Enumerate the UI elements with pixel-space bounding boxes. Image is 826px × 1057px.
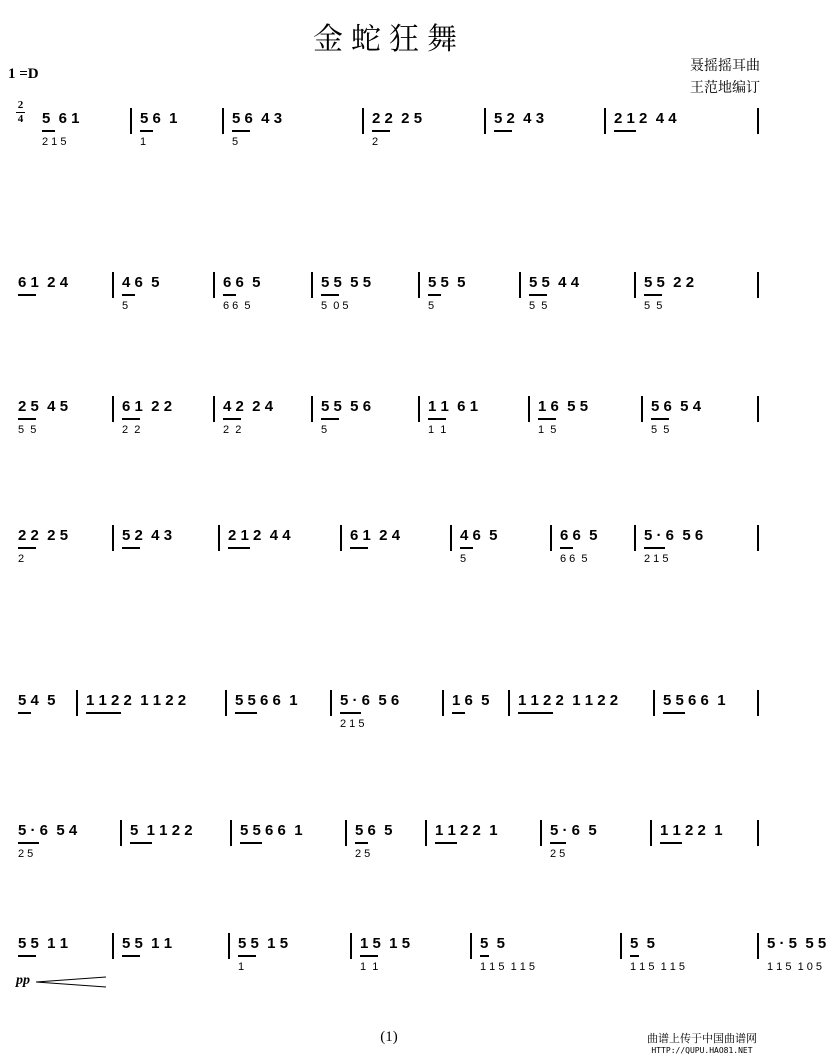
bass-notes: 1 1 [428, 424, 447, 436]
beam-line [18, 547, 36, 549]
watermark-url: HTTP://QUPU.HAO81.NET [651, 1046, 753, 1055]
beam-line [428, 418, 446, 420]
melody-notes: 5 5 1 1 [18, 935, 69, 952]
melody-notes: 5 · 6 5 [550, 822, 597, 839]
beam-line [122, 418, 140, 420]
barline [757, 396, 759, 422]
melody-notes: 1 6 5 5 [538, 398, 589, 415]
barline [653, 690, 655, 716]
melody-notes: 5 · 5 5 5 [767, 935, 826, 952]
beam-line [122, 955, 140, 957]
watermark-line: 曲谱上传于中国曲谱网 [647, 1032, 757, 1045]
barline [112, 272, 114, 298]
arranger-credit: 王范地编订 [690, 80, 760, 96]
beam-line [428, 294, 441, 296]
beam-line [18, 842, 39, 844]
beam-line [140, 130, 153, 132]
beam-line [235, 712, 257, 714]
melody-notes: 2 1 2 4 4 [228, 527, 291, 544]
barline [418, 272, 420, 298]
barline [218, 525, 220, 551]
beam-line [663, 712, 685, 714]
bass-notes: 2 2 [223, 424, 242, 436]
melody-notes: 5 5 1 1 [122, 935, 173, 952]
time-signature [16, 100, 25, 125]
bass-notes: 5 [321, 424, 328, 436]
melody-notes: 6 6 5 [560, 527, 598, 544]
beam-line [18, 955, 36, 957]
barline [508, 690, 510, 716]
bass-notes: 6 6 5 [560, 553, 588, 565]
barline [470, 933, 472, 959]
beam-line [223, 294, 236, 296]
melody-notes: 5 5 2 2 [644, 274, 695, 291]
crescendo-hairpin [36, 976, 116, 988]
beam-line [86, 712, 121, 714]
barline [757, 108, 759, 134]
melody-notes: 4 2 2 4 [223, 398, 274, 415]
beam-line [223, 418, 241, 420]
bass-notes: 1 5 [538, 424, 557, 436]
beam-line [321, 418, 339, 420]
melody-notes: 5 5 6 6 1 [240, 822, 303, 839]
melody-notes: 2 2 2 5 [18, 527, 69, 544]
barline [213, 272, 215, 298]
bass-notes: 1 [140, 136, 147, 148]
beam-line [42, 130, 55, 132]
bass-notes: 5 5 [651, 424, 670, 436]
melody-notes: 1 1 2 2 1 [435, 822, 498, 839]
melody-notes: 1 5 1 5 [360, 935, 411, 952]
barline [757, 525, 759, 551]
beam-line [435, 842, 457, 844]
beam-line [651, 418, 669, 420]
melody-notes: 1 1 6 1 [428, 398, 479, 415]
time-signature-top: 2 [17, 99, 24, 111]
barline [634, 272, 636, 298]
time-signature-bottom: 4 [17, 113, 24, 125]
melody-notes: 5 5 5 5 [321, 274, 372, 291]
barline [350, 933, 352, 959]
key-signature: 1 =D [8, 66, 39, 82]
melody-notes: 4 6 5 [460, 527, 498, 544]
melody-notes: 1 1 2 2 1 1 2 2 [86, 692, 187, 709]
beam-line [18, 294, 36, 296]
melody-notes: 5 6 1 [42, 110, 80, 127]
melody-notes: 1 1 2 2 1 [660, 822, 723, 839]
melody-notes: 1 6 5 [452, 692, 490, 709]
beam-line [480, 955, 489, 957]
beam-line [360, 955, 378, 957]
bass-notes: 1 1 [360, 961, 379, 973]
barline [362, 108, 364, 134]
barline [757, 933, 759, 959]
melody-notes: 5 5 6 6 1 [663, 692, 726, 709]
bass-notes: 2 [372, 136, 379, 148]
beam-line [538, 418, 556, 420]
page-number: (1) [380, 1029, 398, 1045]
melody-notes: 4 6 5 [122, 274, 160, 291]
melody-notes: 5 5 6 6 1 [235, 692, 298, 709]
melody-notes: 5 6 1 [140, 110, 178, 127]
melody-notes: 5 4 5 [18, 692, 56, 709]
barline [112, 933, 114, 959]
melody-notes: 5 5 5 [428, 274, 466, 291]
bass-notes: 2 2 [122, 424, 141, 436]
melody-notes: 6 6 5 [223, 274, 261, 291]
melody-notes: 1 1 2 2 1 1 2 2 [518, 692, 619, 709]
melody-notes: 6 1 2 2 [122, 398, 173, 415]
bass-notes: 1 [238, 961, 245, 973]
barline [604, 108, 606, 134]
barline [230, 820, 232, 846]
melody-notes: 5 · 6 5 6 [644, 527, 704, 544]
barline [76, 690, 78, 716]
barline [225, 690, 227, 716]
barline [112, 525, 114, 551]
bass-notes: 2 5 [355, 848, 371, 860]
bass-notes: 5 0 5 [321, 300, 349, 312]
beam-line [550, 842, 566, 844]
barline [528, 396, 530, 422]
barline [418, 396, 420, 422]
page-title: 金蛇狂舞 [313, 22, 465, 57]
barline [757, 690, 759, 716]
barline [311, 272, 313, 298]
composer-credit: 聂摇摇耳曲 [690, 58, 760, 74]
barline [213, 396, 215, 422]
melody-notes: 5 2 4 3 [122, 527, 173, 544]
bass-notes: 5 5 [644, 300, 663, 312]
bass-notes: 2 1 5 [42, 136, 67, 148]
beam-line [518, 712, 553, 714]
melody-notes: 5 6 5 4 [651, 398, 702, 415]
bass-notes: 2 5 [550, 848, 566, 860]
beam-line [238, 955, 256, 957]
beam-line [130, 842, 152, 844]
barline [112, 396, 114, 422]
barline [550, 525, 552, 551]
barline [311, 396, 313, 422]
melody-notes: 5 · 6 5 4 [18, 822, 78, 839]
bass-notes: 2 5 [18, 848, 34, 860]
bass-notes: 5 [232, 136, 239, 148]
barline [340, 525, 342, 551]
beam-line [18, 712, 31, 714]
beam-line [350, 547, 368, 549]
melody-notes: 5 6 4 3 [232, 110, 283, 127]
beam-line [630, 955, 639, 957]
barline [345, 820, 347, 846]
melody-notes: 5 1 1 2 2 [130, 822, 193, 839]
barline [450, 525, 452, 551]
barline [425, 820, 427, 846]
beam-line [122, 294, 135, 296]
beam-line [614, 130, 636, 132]
beam-line [355, 842, 368, 844]
barline [222, 108, 224, 134]
beam-line [529, 294, 547, 296]
barline [330, 690, 332, 716]
beam-line [494, 130, 512, 132]
melody-notes: 5 5 5 6 [321, 398, 372, 415]
bass-notes: 5 5 [529, 300, 548, 312]
bass-notes: 5 [460, 553, 467, 565]
beam-line [372, 130, 390, 132]
beam-line [240, 842, 262, 844]
barline [484, 108, 486, 134]
bass-notes: 5 [122, 300, 129, 312]
melody-notes: 5 2 4 3 [494, 110, 545, 127]
barline [228, 933, 230, 959]
barline [442, 690, 444, 716]
bass-notes: 2 [18, 553, 25, 565]
bass-notes: 2 1 5 [340, 718, 365, 730]
dynamic-marking: pp [16, 973, 30, 988]
bass-notes: 5 5 [18, 424, 37, 436]
beam-line [460, 547, 473, 549]
melody-notes: 5 · 6 5 6 [340, 692, 400, 709]
melody-notes: 6 1 2 4 [18, 274, 69, 291]
bass-notes: 2 1 5 [644, 553, 669, 565]
bass-notes: 6 6 5 [223, 300, 251, 312]
beam-line [452, 712, 465, 714]
watermark-footer [632, 1033, 772, 1057]
bass-notes: 1 1 5 1 1 5 [630, 961, 686, 973]
beam-line [644, 547, 665, 549]
bass-notes: 5 [428, 300, 435, 312]
melody-notes: 2 1 2 4 4 [614, 110, 677, 127]
beam-line [232, 130, 250, 132]
barline [620, 933, 622, 959]
melody-notes: 2 2 2 5 [372, 110, 423, 127]
beam-line [18, 418, 36, 420]
melody-notes: 2 5 4 5 [18, 398, 69, 415]
beam-line [560, 547, 573, 549]
melody-notes: 5 5 [630, 935, 656, 952]
melody-notes: 5 6 5 [355, 822, 393, 839]
barline [120, 820, 122, 846]
barline [634, 525, 636, 551]
barline [650, 820, 652, 846]
beam-line [340, 712, 361, 714]
beam-line [321, 294, 339, 296]
beam-line [644, 294, 662, 296]
beam-line [122, 547, 140, 549]
beam-line [228, 547, 250, 549]
melody-notes: 6 1 2 4 [350, 527, 401, 544]
beam-line [660, 842, 682, 844]
barline [540, 820, 542, 846]
barline [519, 272, 521, 298]
melody-notes: 5 5 1 5 [238, 935, 289, 952]
bass-notes: 1 1 5 1 0 5 [767, 961, 823, 973]
barline [641, 396, 643, 422]
melody-notes: 5 5 [480, 935, 506, 952]
melody-notes: 5 5 4 4 [529, 274, 580, 291]
barline [757, 272, 759, 298]
bass-notes: 1 1 5 1 1 5 [480, 961, 536, 973]
barline [130, 108, 132, 134]
barline [757, 820, 759, 846]
